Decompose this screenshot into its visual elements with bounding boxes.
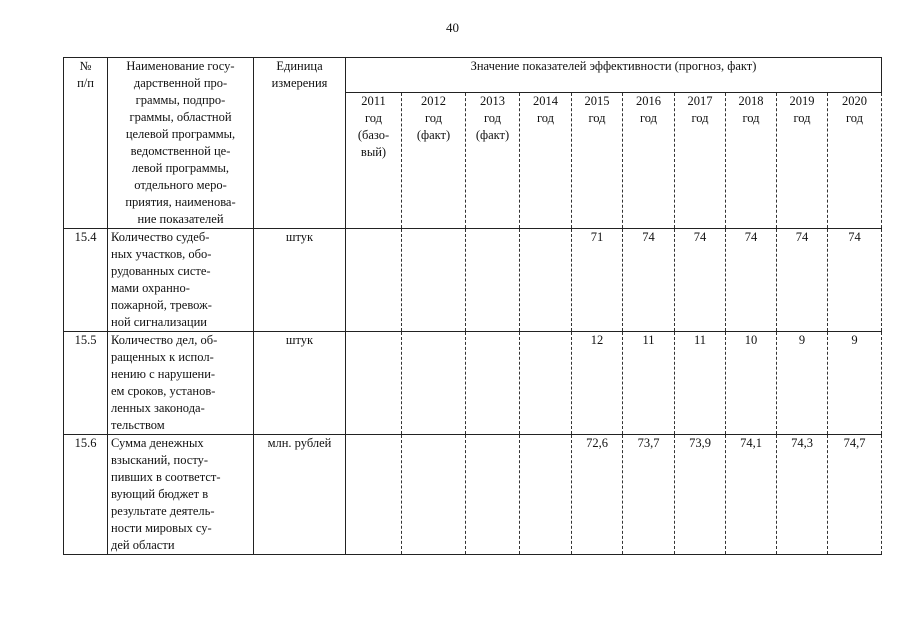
value-2012 (402, 229, 466, 332)
header-row-top (64, 58, 882, 93)
value-2016: 11 (623, 332, 675, 435)
unit-cell: штук (254, 229, 346, 332)
header-name-cell: Наименование госу- дарственной про- граммы, подпро- граммы, областной целевой программы, ведомственной це- левой программы, отдельного меро- приятия, наименова- ние показателей (108, 58, 254, 229)
value-2014 (520, 435, 572, 555)
row-number: 15.5 (64, 332, 108, 435)
value-2014 (520, 332, 572, 435)
header-group-label: Значение показателей эффективности (прогноз, факт) (346, 58, 882, 93)
value-2015: 12 (572, 332, 623, 435)
value-2017: 11 (675, 332, 726, 435)
header-year-2020: 2020 год (828, 93, 882, 229)
header-unit-cell: Единица измерения (254, 58, 346, 229)
value-2016: 74 (623, 229, 675, 332)
value-2016: 73,7 (623, 435, 675, 555)
row-number: 15.6 (64, 435, 108, 555)
value-2013 (466, 332, 520, 435)
header-year-2012: 2012 год (факт) (402, 93, 466, 229)
value-2018: 10 (726, 332, 777, 435)
table-row (64, 435, 882, 555)
value-2018: 74 (726, 229, 777, 332)
page-number: 40 (446, 20, 459, 35)
value-2019: 74,3 (777, 435, 828, 555)
header-number-cell: № п/п (64, 58, 108, 229)
value-2015: 72,6 (572, 435, 623, 555)
indicator-name: Количество судеб- ных участков, обо- рудованных систе- мами охранно- пожарной, тревож- ной сигнализации (108, 229, 254, 332)
unit-cell: млн. рублей (254, 435, 346, 555)
header-year-2017: 2017 год (675, 93, 726, 229)
value-2020: 9 (828, 332, 882, 435)
value-2013 (466, 229, 520, 332)
value-2019: 9 (777, 332, 828, 435)
header-year-2011: 2011 год (базо- вый) (346, 93, 402, 229)
value-2018: 74,1 (726, 435, 777, 555)
value-2014 (520, 229, 572, 332)
value-2020: 74 (828, 229, 882, 332)
value-2013 (466, 435, 520, 555)
value-2011 (346, 229, 402, 332)
table-row (64, 332, 882, 435)
value-2011 (346, 332, 402, 435)
value-2015: 71 (572, 229, 623, 332)
value-2011 (346, 435, 402, 555)
value-2020: 74,7 (828, 435, 882, 555)
indicator-name: Сумма денежных взысканий, посту- пивших в соответст- вующий бюджет в результате деятель- ности мировых су- дей области (108, 435, 254, 555)
header-year-2018: 2018 год (726, 93, 777, 229)
row-number: 15.4 (64, 229, 108, 332)
header-year-2013: 2013 год (факт) (466, 93, 520, 229)
value-2012 (402, 332, 466, 435)
header-year-2016: 2016 год (623, 93, 675, 229)
table-row (64, 229, 882, 332)
indicator-name: Количество дел, об- ращенных к испол- нению с нарушени- ем сроков, установ- ленных законода- тельством (108, 332, 254, 435)
value-2019: 74 (777, 229, 828, 332)
header-year-2015: 2015 год (572, 93, 623, 229)
value-2017: 74 (675, 229, 726, 332)
performance-indicators-table (63, 57, 882, 555)
header-year-2019: 2019 год (777, 93, 828, 229)
unit-cell: штук (254, 332, 346, 435)
header-year-2014: 2014 год (520, 93, 572, 229)
value-2012 (402, 435, 466, 555)
value-2017: 73,9 (675, 435, 726, 555)
